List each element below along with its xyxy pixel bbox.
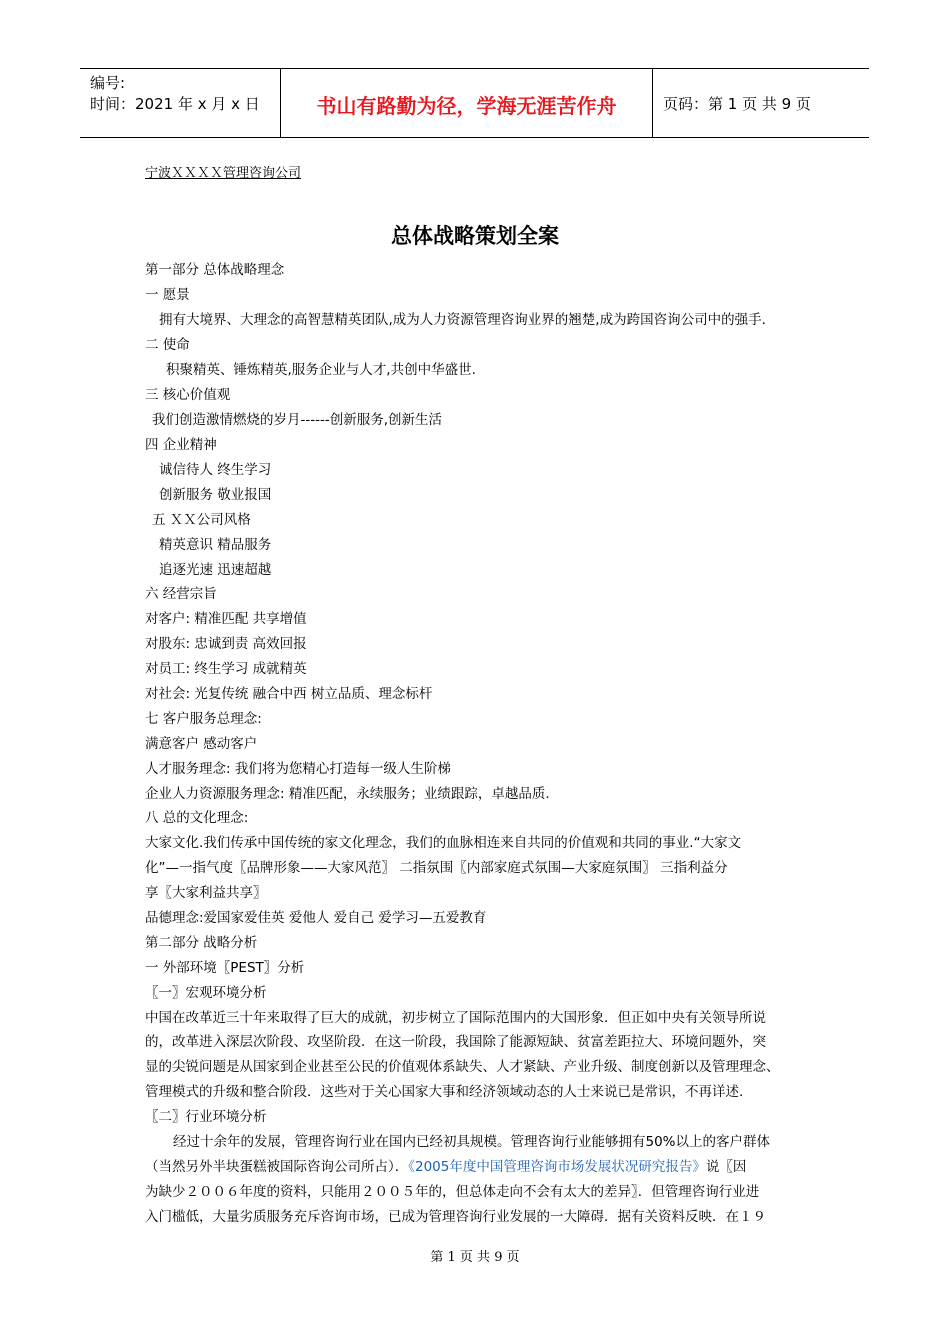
paragraph-line: 经过十余年的发展，管理咨询行业在国内已经初具规模。管理咨询行业能够拥有50%以上的客户群体: [173, 1134, 771, 1150]
section-heading: 六 经营宗旨: [145, 586, 217, 602]
paragraph-line: 对员工: 终生学习 成就精英: [145, 661, 307, 677]
header-table: [80, 68, 869, 138]
section-heading: 一 愿景: [145, 287, 190, 303]
subsection-heading: 〖二〗行业环境分析: [145, 1109, 267, 1125]
paragraph-line: 拥有大境界、大理念的高智慧精英团队,成为人力资源管理咨询业界的翘楚,成为跨国咨询公司中的强手.: [159, 312, 766, 328]
header-info-cell: [80, 69, 281, 137]
page-code: 页码：第 1 页 共 9 页: [663, 95, 811, 113]
company-name: 宁波ＸＸＸＸ管理咨询公司: [145, 166, 302, 181]
paragraph-line: 我们创造激情燃烧的岁月------创新服务,创新生活: [152, 412, 443, 428]
header-page-cell: [653, 69, 869, 137]
paragraph-text: 说〖因: [705, 1159, 747, 1175]
paragraph-line: 大家文化.我们传承中国传统的家文化理念，我们的血脉相连来自共同的价值观和共同的事业.“大家文: [145, 835, 742, 851]
section-heading: 二 使命: [145, 337, 190, 353]
paragraph-line: 的，改革进入深层次阶段、攻坚阶段．在这一阶段，我国除了能源短缺、贫富差距拉大、环境问题外，突: [145, 1034, 766, 1050]
paragraph-line: 诚信待人 终生学习: [159, 462, 272, 478]
paragraph-line: 企业人力资源服务理念: 精准匹配，永续服务；业绩跟踪，卓越品质.: [145, 786, 550, 802]
part-heading: 第一部分 总体战略理念: [145, 262, 285, 278]
paragraph-line: 入门槛低，大量劣质服务充斥咨询市场，已成为管理咨询行业发展的一大障碍．据有关资料反映．在１９: [145, 1209, 766, 1225]
paragraph-line: [145, 1158, 746, 1176]
paragraph-line: 积聚精英、锤炼精英,服务企业与人才,共创中华盛世.: [166, 362, 476, 378]
paragraph-line: 追逐光速 迅速超越: [159, 562, 272, 578]
paragraph-line: 创新服务 敬业报国: [159, 487, 272, 503]
subsection-heading: 〖一〗宏观环境分析: [145, 985, 267, 1001]
section-heading: 七 客户服务总理念:: [145, 711, 262, 727]
header-motto-cell: [281, 69, 653, 137]
paragraph-line: 显的尖锐问题是从国家到企业甚至公民的价值观体系缺失、人才紧缺、产业升级、制度创新以及管理理念、: [145, 1059, 780, 1075]
page-footer: 第 1 页 共 9 页: [430, 1250, 520, 1265]
paragraph-line: 对社会: 光复传统 融合中西 树立品质、理念标杆: [145, 686, 433, 702]
paragraph-line: 精英意识 精品服务: [159, 537, 272, 553]
paragraph-line: 化”—一指气度〖品牌形象——大家风范〗 二指氛围〖内部家庭式氛围—大家庭氛围〗 三指利益分: [145, 860, 728, 876]
paragraph-line: 管理模式的升级和整合阶段．这些对于关心国家大事和经济领域动态的人士来说已是常识，不再详述.: [145, 1084, 744, 1100]
report-link[interactable]: 《2005年度中国管理咨询市场发展状况研究报告》: [408, 1159, 706, 1175]
section-heading: 八 总的文化理念:: [145, 810, 249, 826]
date-label: 时间：2021 年 x 月 x 日: [90, 95, 260, 113]
paragraph-line: 品德理念:爱国家爱佳英 爱他人 爱自己 爱学习—五爱教育: [145, 910, 487, 926]
paragraph-line: 满意客户 感动客户: [145, 736, 258, 752]
paragraph-line: 中国在改革近三十年来取得了巨大的成就，初步树立了国际范围内的大国形象．但正如中央有关领导所说: [145, 1010, 766, 1026]
part-heading: 第二部分 战略分析: [145, 935, 258, 951]
section-heading: 四 企业精神: [145, 437, 217, 453]
number-label: 编号:: [90, 74, 126, 92]
paragraph-text: （当然另外半块蛋糕被国际咨询公司所占）．: [145, 1159, 409, 1175]
paragraph-line: 人才服务理念: 我们将为您精心打造每一级人生阶梯: [145, 761, 451, 777]
paragraph-line: 为缺少２００６年度的资料，只能用２００５年的，但总体走向不会有太大的差异〗．但管理咨询行业进: [145, 1184, 760, 1200]
paragraph-line: 对客户: 精准匹配 共享增值: [145, 611, 307, 627]
section-heading: 三 核心价值观: [145, 387, 231, 403]
paragraph-line: 享〖大家利益共享〗: [145, 885, 267, 901]
section-heading: 一 外部环境〖PEST〗分析: [145, 960, 305, 976]
motto: 书山有路勤为径，学海无涯苦作舟: [316, 94, 617, 118]
section-heading: 五 ＸＸ公司风格: [152, 512, 251, 528]
document-title: 总体战略策划全案: [391, 224, 559, 248]
paragraph-line: 对股东: 忠诚到责 高效回报: [145, 636, 307, 652]
